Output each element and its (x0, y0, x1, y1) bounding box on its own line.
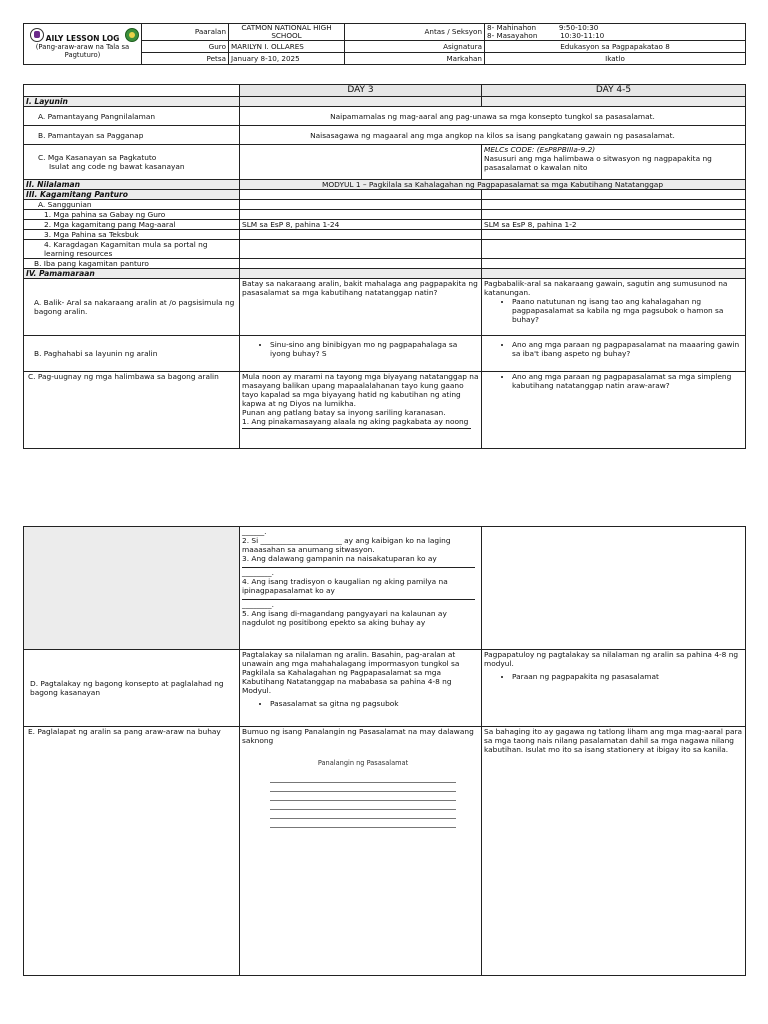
antas-label: Antas / Seksyon (345, 24, 485, 41)
kagamitang-day3: SLM sa EsP 8, pahina 1-24 (240, 220, 482, 230)
pag-uugnay-day3-p2: Punan ang patlang batay sa inyong sariling karanasan. (242, 408, 446, 417)
pamantayan-pagganap-text: Naisasagawa ng magaaral ang mga angkop na kilos sa isang pangkatang gawain ng pasasalamat. (240, 126, 746, 145)
guro-label: Guro (142, 41, 229, 53)
lesson-log-title: AILY LESSON LOG (45, 34, 120, 43)
pamantayang-pangnilalaman-label: A. Pamantayang Pangnilalaman (24, 107, 240, 126)
pagtalakay-day3-bullet: • Pasasalamat sa gitna ng pagsubok (270, 699, 479, 708)
kasanayan-label (24, 145, 240, 180)
corner-cell (24, 85, 240, 97)
layunin-heading: I. Layunin (24, 97, 240, 107)
balik-aral-day45-text: Pagbabalik-aral sa nakaraang gawain, sagutin ang sumusunod na katanungan. (484, 279, 728, 297)
markahan-label: Markahan (345, 53, 485, 65)
paaralan-value: CATMON NATIONAL HIGH SCHOOL (229, 24, 345, 41)
pag-uugnay-day45 (482, 372, 746, 449)
kagamitang-day45: SLM sa EsP 8, pahina 1-2 (482, 220, 746, 230)
school-seal-icon (125, 28, 139, 42)
cont-item-5: 5. Ang isang di-magandang pangyayari na kalaunan ay nagdulot ng positibong epekto sa aking buhay ay (242, 609, 447, 627)
paaralan-label: Paaralan (142, 24, 229, 41)
cont-item-4b: ________. (242, 600, 274, 609)
pagtalakay-day3-text: Pagtalakay sa nilalaman ng aralin. Basahin, pag-aralan at unawain ang mga mahahalagang impormasyon tungkol sa Pagkilala sa Kahalagahan ng Pagpapasalamat sa mga Kabutihang Natatanggap na mababasa sa pahina 4-8 ng Modyul. (242, 650, 460, 695)
cont-item-3: 3. Ang dalawang gampanin na naisakatuparan ko ay (242, 554, 437, 563)
balik-aral-day45 (482, 279, 746, 336)
balik-aral-day3: Batay sa nakaraang aralin, bakit mahalaga ang pagpapakita ng pasasalamat sa mga kabutihang natatanggap natin? (240, 279, 482, 336)
prayer-line (270, 792, 456, 801)
teksbuk-label: 3. Mga Pahina sa Teksbuk (24, 230, 240, 240)
prayer-line (270, 810, 456, 819)
pagtalakay-day3 (240, 650, 482, 727)
day3-header: DAY 3 (240, 85, 482, 97)
petsa-label: Petsa (142, 53, 229, 65)
petsa-value: January 8-10, 2025 (229, 53, 345, 65)
answer-line (242, 426, 471, 429)
gabay-guro-label: 1. Mga pahina sa Gabay ng Guro (24, 210, 240, 220)
kasanayan-label-2: Isulat ang code ng bawat kasanayan (49, 162, 185, 171)
prayer-line (270, 801, 456, 810)
prayer-line (270, 774, 456, 783)
iba-pang-kagamitan-label: B. Iba pang kagamitan panturo (24, 259, 240, 269)
paghahabi-day3 (240, 336, 482, 372)
antas-value-2: 8- Masayahon 10:30-11:10 (487, 31, 605, 40)
pagtalakay-day45-text: Pagpapatuloy ng pagtalakay sa nilalaman ng aralin sa pahina 4-8 ng modyul. (484, 650, 739, 668)
paghahabi-day45 (482, 336, 746, 372)
pag-uugnay-cont-day3 (240, 527, 482, 650)
pamantayang-pangnilalaman-text: Naipamamalas ng mag-aaral ang pag-unawa sa mga konsepto tungkol sa pasasalamat. (240, 107, 746, 126)
pag-uugnay-day3-p1: Mula noon ay marami na tayong mga biyayang natatanggap na masayang balikan upang mapaalalahanan tayo kung gaano tayo kapalad sa mga biyayang hatid ng kabutihan ng ating kapwa at ng Diyos na lumikha. (242, 372, 479, 408)
paghahabi-day3-bullet: • Sinu-sino ang binibigyan mo ng pagpapahalaga sa iyong buhay? S (270, 340, 479, 358)
nilalaman-text: MODYUL 1 – Pagkilala sa Kahalagahan ng Pagpapasalamat sa mga Kabutihang Natatanggap (240, 180, 746, 190)
paghahabi-label: B. Paghahabi sa layunin ng aralin (24, 336, 240, 372)
asignatura-label: Asignatura (345, 41, 485, 53)
pag-uugnay-cont-label (24, 527, 240, 650)
prayer-line (270, 783, 456, 792)
paghahabi-day45-bullet: • Ano ang mga paraan ng pagpapasalamat na maaaring gawin sa iba't ibang aspeto ng buhay? (512, 340, 743, 358)
kasanayan-day3 (240, 145, 482, 180)
antas-value (485, 24, 746, 41)
lesson-log-subtitle: (Pang-araw-araw na Tala sa Pagtuturo) (35, 43, 130, 59)
cont-item-3b: ________. (242, 568, 274, 577)
prayer-title: Panalangin ng Pasasalamat (317, 759, 409, 767)
pagtalakay-day45 (482, 650, 746, 727)
pag-uugnay-cont-day45 (482, 527, 746, 650)
prayer-worksheet (270, 759, 456, 828)
lesson-plan-table-continued (23, 526, 746, 976)
pag-uugnay-day3-p3: 1. Ang pinakamasayang alaala ng aking pagkabata ay noong (242, 417, 469, 426)
nilalaman-heading: II. Nilalaman (24, 180, 240, 190)
melcs-code: MELCs CODE: (EsP8PBIIIa-9.2) (484, 145, 596, 154)
pagtalakay-day45-bullet: • Paraan ng pagpapakita ng pasasalamat (512, 672, 743, 681)
kagamitang-mag-aaral-label: 2. Mga kagamitang pang Mag-aaral (24, 220, 240, 230)
portal-label: 4. Karagdagan Kagamitan mula sa portal ng learning resources (24, 240, 240, 259)
balik-aral-label: A. Balik- Aral sa nakaraang aralin at /o pagsisimula ng bagong aralin. (24, 279, 240, 336)
pagtalakay-label: D. Pagtalakay ng bagong konsepto at paglalahad ng bagong kasanayan (24, 650, 240, 727)
paglalapat-day45: Sa bahaging ito ay gagawa ng tatlong liham ang mga mag-aaral para sa mga taong nais nilang pasalamatan dahil sa mga nagawa nilang kabutihan. Isulat mo ito sa isang stationery at ibigay ito sa kanila. (482, 727, 746, 976)
pag-uugnay-day3 (240, 372, 482, 449)
guro-value: MARILYN I. OLLARES (229, 41, 345, 53)
kasanayan-day45 (482, 145, 746, 180)
asignatura-value: Edukasyon sa Pagpapakatao 8 (485, 41, 746, 53)
pag-uugnay-day45-bullet: • Ano ang mga paraan ng pagpapasalamat sa mga simpleng kabutihang natatanggap natin araw-araw? (512, 372, 743, 390)
cont-item-2: 2. Si ______________________ ay ang kaibigan ko na laging maaasahan sa anumang sitwasyon. (242, 536, 451, 554)
sanggunian-label: A. Sanggunian (24, 200, 240, 210)
paglalapat-day3 (240, 727, 482, 976)
kasanayan-label-1: C. Mga Kasanayan sa Pagkatuto (38, 153, 157, 162)
cont-item-4: 4. Ang isang tradisyon o kaugalian ng aking pamilya na ipinagpapasalamat ko ay (242, 577, 448, 595)
paglalapat-label: E. Paglalapat ng aralin sa pang araw-araw na buhay (24, 727, 240, 976)
balik-aral-day45-bullet: • Paano natutunan ng isang tao ang kahalagahan ng pagpapasalamat sa kabila ng mga pagsubok o hamon sa buhay? (512, 297, 743, 324)
logo-block (24, 24, 142, 65)
cont-blank: ______. (242, 527, 267, 536)
prayer-line (270, 819, 456, 828)
deped-seal-icon (30, 28, 44, 42)
lesson-plan-table (23, 84, 746, 449)
kasanayan-day45-text: Nasusuri ang mga halimbawa o sitwasyon ng nagpapakita ng pasasalamat o kawalan nito (484, 154, 712, 172)
pamamaraan-heading: IV. Pamamaraan (24, 269, 240, 279)
paglalapat-day3-text: Bumuo ng isang Panalangin ng Pasasalamat na may dalawang saknong (242, 727, 474, 745)
pamantayan-pagganap-label: B. Pamantayan sa Pagganap (24, 126, 240, 145)
header-table (23, 23, 746, 65)
kagamitan-heading: III. Kagamitang Panturo (24, 190, 240, 200)
day45-header: DAY 4-5 (482, 85, 746, 97)
pag-uugnay-label: C. Pag-uugnay ng mga halimbawa sa bagong aralin (24, 372, 240, 449)
antas-value-1: 8- Mahinahon 9:50-10:30 (487, 23, 599, 32)
markahan-value: Ikatlo (485, 53, 746, 65)
